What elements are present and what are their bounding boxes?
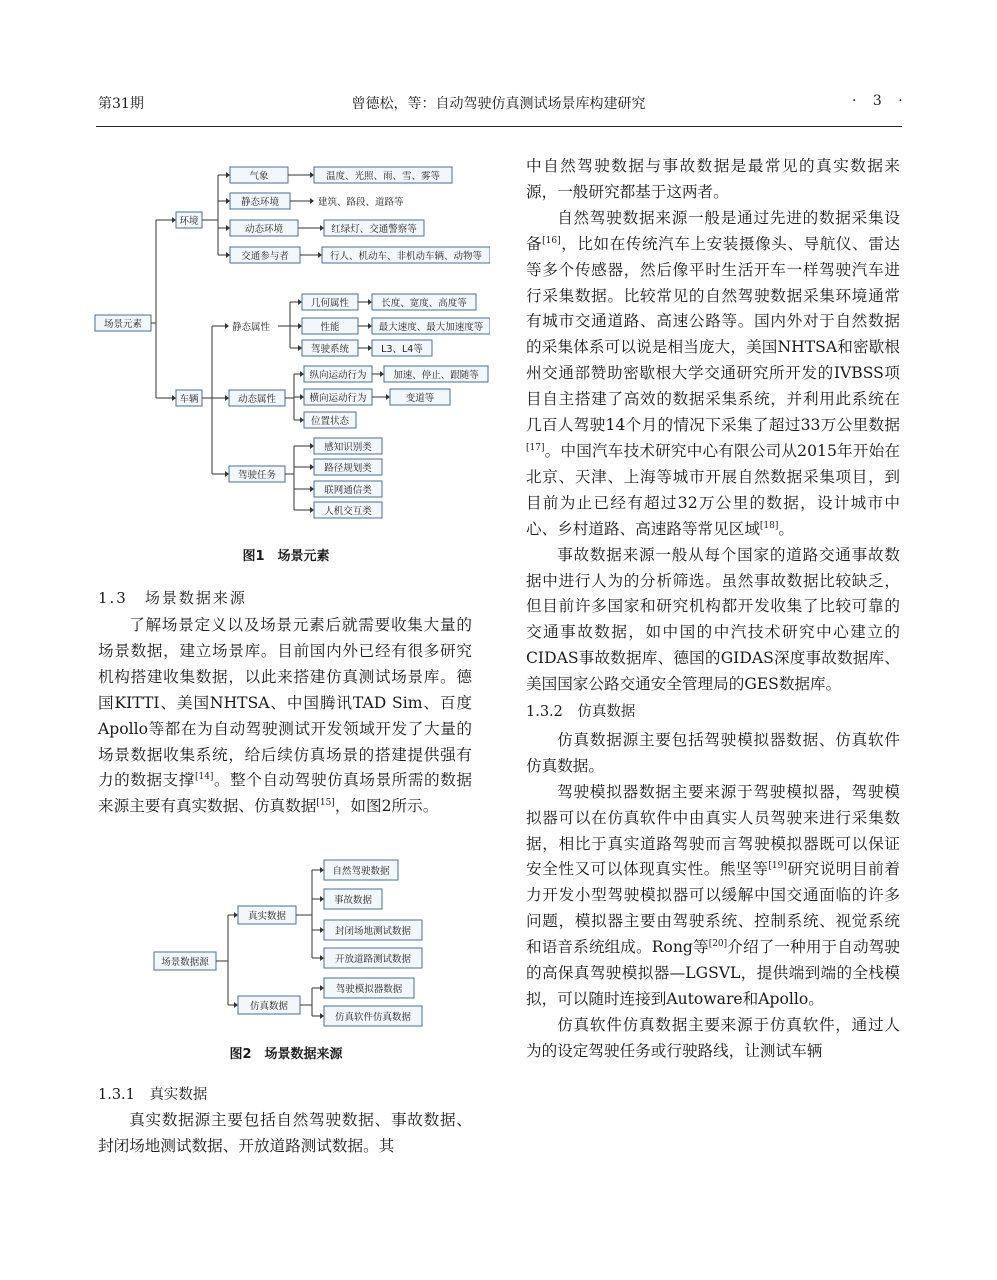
citation: [15]	[316, 798, 335, 809]
node-dynamic-env-label: 动态环境	[244, 224, 284, 235]
node-performance-label: 性能	[320, 322, 340, 333]
fig2-sim-label: 仿真数据	[249, 1001, 289, 1012]
node-long-motion-detail-label: 加速、停止、跟随等	[393, 370, 479, 381]
scene-data-source-diagram	[90, 855, 490, 1035]
node-weather-detail-label: 温度、光照、雨、雪、雾等	[325, 171, 441, 182]
right-para-5	[526, 780, 900, 1013]
static-attr-label: 静态属性	[232, 322, 271, 333]
left-paragraph-2	[98, 1108, 472, 1160]
journal-issue: 第31期	[98, 96, 144, 112]
node-weather-label: 气象	[249, 171, 269, 182]
section-1-3-2-heading: 1.3.2 仿真数据	[526, 704, 636, 721]
citation: [18]	[759, 520, 779, 531]
para-text: 。	[778, 519, 795, 538]
citation: [19]	[768, 861, 787, 872]
page-number: · 3 ·	[852, 93, 909, 109]
static-env-detail-label: 建筑、路段、道路等	[318, 197, 404, 208]
para-text: 。整个自动驾驶仿真场景所需的数据来源主要有真实数据、仿真数据	[98, 771, 472, 816]
figure-1	[90, 160, 490, 530]
para-text: ，比如在传统汽车上安装摄像头、导航仪、雷达等多个传感器，然后像平时生活开车一样驾驶汽车进行采集数据。比较常见的自然驾驶数据采集环境通常有城市交通道路、高速公路等。国内外对于自然数据的采集体系可以说是相当庞大，美国NHTSA和密歇根州交通部赞助密歇根大学交通研究所开发的IVBSS项目自主搭建了高效的数据采集系统，并利用此系统在几百人驾驶14个月的情况下采集了超过33万公里数据	[526, 234, 900, 435]
node-long-motion-label: 纵向运动行为	[309, 370, 367, 381]
right-para-4: 仿真数据源主要包括驾驶模拟器数据、仿真软件仿真数据。	[526, 730, 900, 775]
node-geometry-label: 几何属性	[310, 298, 350, 309]
para-text: 了解场景定义以及场景元素后就需要收集大量的场景数据，建立场景库。目前国内外已经有很多研究机构搭建收集数据，以此来搭建仿真测试场景库。德国KITTI、美国NHTSA、中国腾讯TAD Sim、百度Apollo等都在为自动驾驶测试开发领域开发了大量的场景数据收集系统，给后续仿真场景的搭建提供强有力的数据支撑	[98, 616, 472, 790]
node-performance-detail-label: 最大速度、最大加速度等	[378, 322, 484, 333]
para-text: 介绍了一种用于自动驾驶的高保真驾驶模拟器—LGSVL，提供端到端的全栈模拟，可以随时连接到Autoware和Apollo。	[526, 938, 900, 1008]
citation: [16]	[542, 235, 561, 246]
citation: [20]	[708, 939, 728, 950]
para-text: 驾驶模拟器数据主要来源于驾驶模拟器，驾驶模拟器可以在仿真软件中由真实人员驾驶来进行采集数据，相比于真实道路驾驶而言驾驶模拟器既可以保证安全性又可以体现真实性。熊坚等	[526, 782, 900, 879]
node-driver-system-detail-label: L3、L4等	[381, 344, 423, 355]
node-perception-label: 感知识别类	[324, 442, 372, 453]
fig2-real-label: 真实数据	[247, 911, 287, 922]
node-task-label: 驾驶任务	[237, 470, 277, 481]
node-lat-motion-detail-label: 变道等	[405, 393, 435, 404]
node-vehicle-label: 车辆	[179, 394, 199, 405]
para-text: 。中国汽车技术研究中心有限公司从2015年开始在北京、天津、上海等城市开展自然数据采集项目，到目前为止已经有超过32万公里的数据，设计城市中心、乡村道路、高速路等常见区域	[526, 441, 900, 538]
fig2-closed-label: 封闭场地测试数据	[334, 926, 412, 937]
node-root-label: 场景元素	[103, 319, 143, 330]
right-para-2	[526, 206, 900, 543]
node-lat-motion-label: 横向运动行为	[309, 393, 367, 404]
para-text: ，如图2所示。	[334, 797, 439, 816]
figure-2-caption: 图2 场景数据来源	[229, 1047, 343, 1062]
citation: [14]	[194, 772, 214, 783]
fig2-root-label: 场景数据源	[161, 957, 209, 968]
node-geometry-detail-label: 长度、宽度、高度等	[381, 298, 467, 309]
left-paragraph-1	[98, 613, 472, 820]
fig2-natural-label: 自然驾驶数据	[332, 866, 390, 877]
right-para-3: 事故数据来源一般从每个国家的道路交通事故数据中进行人为的分析筛选。虽然事故数据比较缺乏，但目前许多国家和研究机构都开发收集了比较可靠的交通事故数据，如中国的中汽技术研究中心建立的CIDAS事故数据库、德国的GIDAS深度事故数据库、美国国家公路交通安全管理局的GES数据库。	[526, 545, 900, 694]
figure-2	[90, 855, 490, 1035]
node-static-env-label: 静态环境	[240, 197, 280, 208]
section-1-3-heading: 1.3 场景数据来源	[98, 589, 247, 607]
fig2-open-label: 开放道路测试数据	[334, 954, 412, 965]
node-planning-label: 路径规划类	[324, 463, 372, 474]
node-dynamic-attr-label: 动态属性	[237, 394, 277, 405]
node-traffic-detail-label: 行人、机动车、非机动车辆、动物等	[329, 251, 483, 262]
node-v2x-label: 联网通信类	[324, 485, 372, 496]
right-para-1: 中自然驾驶数据与事故数据是最常见的真实数据来源，一般研究都基于这两者。	[526, 157, 900, 201]
para-text: 研究说明目前着力开发小型驾驶模拟器可以缓解中国交通面临的许多问题，模拟器主要由驾驶系统、控制系统、视觉系统和语音系统组成。Rong等	[526, 860, 900, 957]
right-column	[526, 154, 900, 1065]
fig2-accident-label: 事故数据	[333, 895, 373, 906]
right-para-6: 仿真软件仿真数据主要来源于仿真软件，通过人为的设定驾驶任务或行驶路线，让测试车辆	[526, 1015, 900, 1060]
section-1-3-1-heading: 1.3.1 真实数据	[98, 1087, 208, 1103]
citation: [17]	[526, 442, 545, 453]
fig2-software-label: 仿真软件仿真数据	[334, 1012, 412, 1023]
node-dynamic-env-detail-label: 红绿灯、交通警察等	[331, 224, 417, 235]
figure-1-caption: 图1 场景元素	[242, 549, 330, 564]
header-rule	[96, 126, 902, 127]
running-title: 曾德松，等：自动驾驶仿真测试场景库构建研究	[351, 96, 646, 112]
node-env-label: 环境	[179, 216, 199, 227]
node-driver-system-label: 驾驶系统	[310, 344, 350, 355]
fig2-simulator-label: 驾驶模拟器数据	[335, 984, 403, 995]
node-hmi-label: 人机交互类	[324, 506, 372, 517]
para-text: 真实数据源主要包括自然驾驶数据、事故数据、封闭场地测试数据、开放道路测试数据。其	[98, 1111, 472, 1155]
scene-elements-diagram	[90, 160, 490, 530]
node-position-label: 位置状态	[310, 416, 350, 427]
node-traffic-label: 交通参与者	[241, 251, 289, 262]
para-text: 自然驾驶数据来源一般是通过先进的数据采集设备	[526, 208, 900, 253]
